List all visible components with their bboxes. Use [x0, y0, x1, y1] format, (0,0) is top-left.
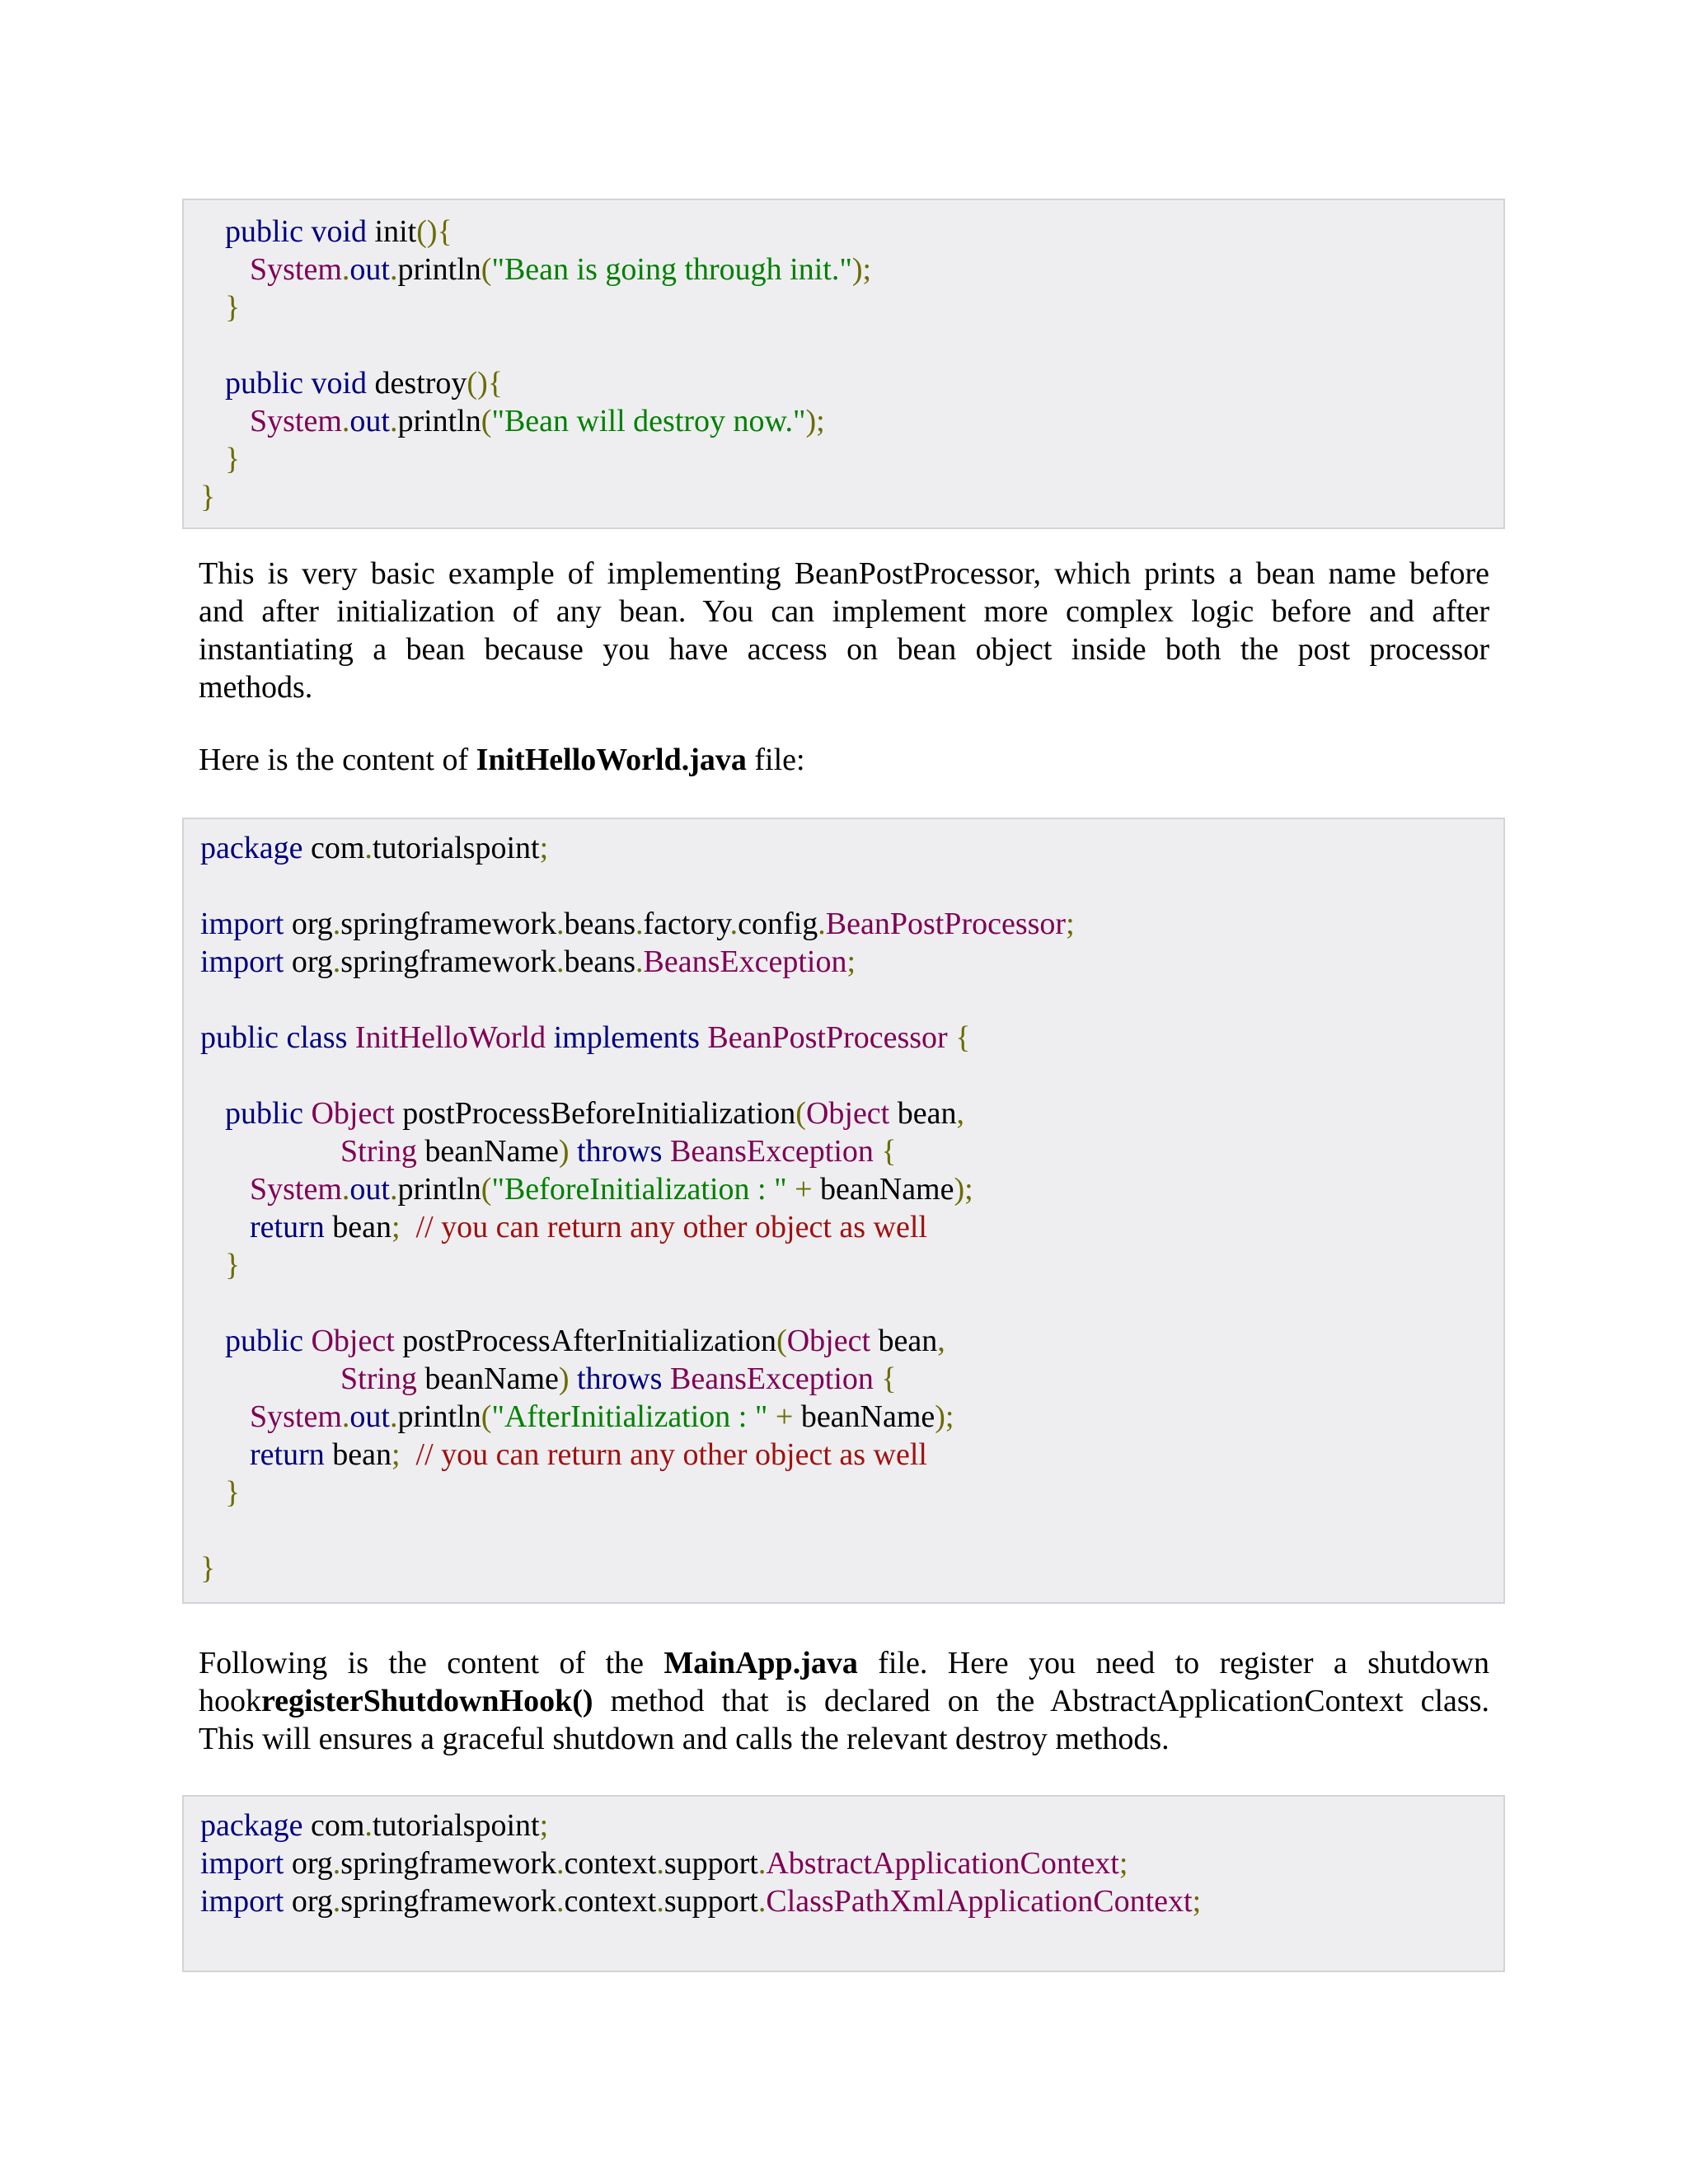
code-keyword: out [349, 404, 390, 438]
code-punctuation: ; [391, 1437, 401, 1472]
code-punctuation: . [364, 831, 373, 865]
code-identifier [948, 1020, 956, 1055]
code-identifier [874, 1361, 882, 1396]
code-identifier: println [397, 404, 481, 438]
code-identifier: beanName [416, 1134, 559, 1169]
code-line [200, 478, 215, 516]
code-block-init-destroy [182, 199, 1505, 529]
code-identifier: tutorialspoint [372, 1808, 540, 1843]
code-punctuation: { [955, 1020, 971, 1055]
code-keyword: throws [577, 1134, 663, 1169]
code-punctuation: } [225, 290, 241, 325]
code-type: InitHelloWorld [354, 1020, 546, 1055]
code-keyword: package [200, 831, 303, 865]
paragraph-line: and after initialization of any bean. You can implement more complex logic before and after [199, 594, 1489, 629]
code-punctuation: ; [539, 831, 549, 865]
code-type: Object [311, 1324, 395, 1358]
code-identifier: println [397, 252, 481, 287]
code-line [225, 1322, 945, 1360]
code-line [250, 1398, 954, 1436]
code-type: Object [786, 1324, 871, 1358]
code-line [225, 1094, 964, 1132]
code-punctuation: . [556, 907, 565, 941]
code-type: BeanPostProcessor [825, 907, 1067, 941]
method-registershutdownhook: registerShutdownHook() [261, 1684, 593, 1718]
code-punctuation: . [389, 1399, 398, 1434]
code-punctuation: } [225, 442, 241, 476]
code-punctuation: . [341, 252, 350, 287]
code-line [225, 364, 503, 402]
code-type: BeanPostProcessor [707, 1020, 948, 1055]
code-punctuation: ) [558, 1134, 570, 1169]
code-punctuation: , [937, 1324, 945, 1358]
code-identifier [546, 1020, 554, 1055]
code-punctuation: , [956, 1096, 964, 1131]
code-punctuation: ( [795, 1096, 806, 1131]
code-identifier: context [564, 1884, 657, 1919]
code-punctuation: . [341, 1172, 350, 1207]
code-identifier [662, 1134, 670, 1169]
code-punctuation: . [389, 1172, 398, 1207]
code-punctuation: . [656, 1884, 664, 1919]
paragraph-line: instantiating a bean because you have access on bean object inside both the post processor [199, 632, 1489, 667]
text: method that is declared on the AbstractApplicationContext class. [593, 1684, 1489, 1718]
code-line [200, 1844, 1128, 1882]
code-punctuation: . [757, 1846, 767, 1881]
code-punctuation: . [818, 907, 826, 941]
code-punctuation: ( [481, 1399, 492, 1434]
code-string: "BeforeInitialization : " [491, 1172, 787, 1207]
code-identifier: beans [564, 944, 636, 979]
code-punctuation: ; [1118, 1846, 1128, 1881]
code-line [340, 1132, 897, 1170]
code-identifier: com [302, 1808, 365, 1843]
code-punctuation: . [332, 1846, 341, 1881]
code-identifier [874, 1134, 882, 1169]
code-punctuation: ; [846, 944, 856, 979]
paragraph-mainapp-intro [199, 1644, 1489, 1758]
code-line [225, 1474, 240, 1511]
code-punctuation: ; [391, 1210, 401, 1244]
code-punctuation: } [200, 1551, 216, 1586]
code-punctuation: } [225, 1248, 241, 1282]
code-punctuation: { [881, 1134, 897, 1169]
code-string: "Bean will destroy now." [491, 404, 806, 438]
code-punctuation: . [635, 907, 644, 941]
code-block-inithelloworld [182, 818, 1505, 1604]
code-identifier: println [397, 1399, 481, 1434]
code-keyword: public [225, 1324, 303, 1358]
code-punctuation: ) [558, 1361, 570, 1396]
code-keyword: void [311, 214, 368, 249]
paragraph-line: This is very basic example of implementing BeanPostProcessor, which prints a bean name before [199, 556, 1489, 591]
paragraph-inithelloworld-intro [199, 741, 1489, 779]
code-line [200, 943, 856, 981]
code-identifier [662, 1361, 670, 1396]
code-type: ClassPathXmlApplicationContext [766, 1884, 1193, 1919]
code-identifier: bean [324, 1437, 392, 1472]
paragraph-line: This will ensures a graceful shutdown and calls the relevant destroy methods. [199, 1722, 1170, 1756]
code-line [225, 1246, 240, 1284]
code-line [200, 1549, 215, 1587]
code-keyword: public [225, 214, 303, 249]
code-identifier: support [663, 1884, 758, 1919]
code-block-mainapp [182, 1795, 1505, 1972]
code-identifier: springframework [340, 1884, 556, 1919]
code-line [250, 402, 825, 440]
code-identifier: springframework [340, 907, 556, 941]
code-punctuation: ); [805, 404, 825, 438]
text: Following is the content of the [199, 1646, 664, 1680]
code-identifier: org [284, 944, 333, 979]
code-punctuation: (){ [467, 366, 503, 401]
code-identifier: config [738, 907, 818, 941]
code-type: BeansException [669, 1361, 874, 1396]
code-identifier: springframework [340, 944, 556, 979]
code-keyword: import [200, 944, 284, 979]
code-punctuation: + [775, 1399, 794, 1434]
code-punctuation: } [225, 1475, 241, 1510]
code-keyword: out [349, 252, 390, 287]
code-type: BeansException [643, 944, 847, 979]
text: file. Here you need to register a shutdown [857, 1646, 1489, 1680]
code-identifier [401, 1437, 416, 1472]
code-line [225, 213, 452, 251]
code-comment: // you can return any other object as well [415, 1437, 927, 1472]
code-keyword: import [200, 907, 284, 941]
code-punctuation: . [556, 1884, 565, 1919]
code-identifier: beanName [812, 1172, 954, 1207]
paragraph-beanpostprocessor-explanation [199, 555, 1489, 706]
code-type: System [250, 1172, 342, 1207]
code-punctuation: + [795, 1172, 813, 1207]
code-type: System [250, 252, 342, 287]
code-identifier: org [284, 907, 333, 941]
filename-mainapp: MainApp.java [663, 1646, 858, 1680]
code-type: Object [805, 1096, 890, 1131]
code-line [200, 1807, 548, 1844]
code-punctuation: ; [1192, 1884, 1202, 1919]
code-punctuation: . [364, 1808, 373, 1843]
code-identifier: factory [643, 907, 730, 941]
code-punctuation: ( [481, 1172, 492, 1207]
code-keyword: import [200, 1884, 284, 1919]
code-punctuation: . [556, 944, 565, 979]
code-keyword: out [349, 1399, 390, 1434]
paragraph-line [199, 741, 1489, 779]
code-identifier: bean [870, 1324, 938, 1358]
code-punctuation: ; [1066, 907, 1075, 941]
code-string: "Bean is going through init." [491, 252, 852, 287]
code-line [225, 440, 240, 478]
code-keyword: implements [553, 1020, 700, 1055]
code-punctuation: . [341, 404, 350, 438]
code-type: String [340, 1361, 417, 1396]
code-identifier: beanName [793, 1399, 935, 1434]
code-type: System [250, 1399, 342, 1434]
code-keyword: package [200, 1808, 303, 1843]
code-identifier [767, 1399, 776, 1434]
code-line [250, 1208, 927, 1246]
code-identifier: com [302, 831, 365, 865]
code-keyword: return [250, 1437, 325, 1472]
code-punctuation: . [389, 404, 398, 438]
paragraph-line [199, 1644, 1489, 1682]
code-punctuation: . [729, 907, 738, 941]
code-identifier: support [663, 1846, 758, 1881]
code-line [200, 1882, 1201, 1920]
paragraph-line: methods. [199, 670, 313, 705]
code-punctuation: ); [935, 1399, 954, 1434]
code-punctuation: ); [954, 1172, 973, 1207]
code-identifier [401, 1210, 416, 1244]
code-punctuation: ( [481, 252, 492, 287]
code-punctuation: ( [776, 1324, 787, 1358]
code-line [225, 288, 240, 326]
code-punctuation: . [341, 1399, 350, 1434]
code-identifier: bean [324, 1210, 392, 1244]
code-punctuation: . [635, 944, 644, 979]
code-type: System [250, 404, 342, 438]
filename-inithelloworld: InitHelloWorld.java [476, 743, 747, 777]
code-identifier: beans [564, 907, 636, 941]
code-identifier [570, 1134, 578, 1169]
code-punctuation: . [556, 1846, 565, 1881]
code-keyword: public [225, 1096, 303, 1131]
code-punctuation: . [332, 907, 341, 941]
code-type: Object [311, 1096, 395, 1131]
code-identifier [570, 1361, 578, 1396]
code-identifier: context [564, 1846, 657, 1881]
code-identifier: init [367, 214, 417, 249]
code-punctuation: } [200, 480, 216, 514]
code-punctuation: . [757, 1884, 767, 1919]
code-identifier: postProcessAfterInitialization [394, 1324, 777, 1358]
code-identifier: org [284, 1846, 333, 1881]
paragraph-line [199, 1682, 1489, 1720]
code-keyword: class [286, 1020, 348, 1055]
code-line [200, 905, 1075, 943]
code-punctuation: ; [539, 1808, 549, 1843]
code-comment: // you can return any other object as well [415, 1210, 927, 1244]
code-string: "AfterInitialization : " [491, 1399, 768, 1434]
code-punctuation: . [656, 1846, 664, 1881]
code-punctuation: . [389, 252, 398, 287]
code-identifier: org [284, 1884, 333, 1919]
intro-text: Here is the content of [199, 743, 476, 777]
code-punctuation: . [332, 1884, 341, 1919]
intro-text-end: file: [746, 743, 805, 777]
code-identifier: beanName [416, 1361, 559, 1396]
code-identifier: bean [889, 1096, 957, 1131]
code-identifier [787, 1172, 795, 1207]
text: hook [199, 1684, 261, 1718]
code-identifier: springframework [340, 1846, 556, 1881]
code-line [200, 1019, 970, 1057]
code-type: BeansException [669, 1134, 874, 1169]
code-keyword: import [200, 1846, 284, 1881]
code-identifier: destroy [367, 366, 467, 401]
code-line [250, 251, 871, 288]
code-identifier: postProcessBeforeInitialization [394, 1096, 796, 1131]
code-line [250, 1170, 973, 1208]
code-line [200, 829, 548, 867]
code-keyword: public [200, 1020, 279, 1055]
code-punctuation: . [332, 944, 341, 979]
code-punctuation: ); [851, 252, 872, 287]
code-identifier [700, 1020, 708, 1055]
code-punctuation: { [881, 1361, 897, 1396]
code-keyword: void [311, 366, 368, 401]
code-keyword: out [349, 1172, 390, 1207]
code-punctuation: ( [481, 404, 492, 438]
code-keyword: return [250, 1210, 325, 1244]
code-type: AbstractApplicationContext [766, 1846, 1119, 1881]
code-punctuation: (){ [416, 214, 452, 249]
code-line [250, 1436, 927, 1474]
code-type: String [340, 1134, 417, 1169]
code-identifier: println [397, 1172, 481, 1207]
code-identifier [347, 1020, 355, 1055]
code-keyword: public [225, 366, 303, 401]
code-line [340, 1360, 897, 1398]
code-identifier: tutorialspoint [372, 831, 540, 865]
code-keyword: throws [577, 1361, 663, 1396]
